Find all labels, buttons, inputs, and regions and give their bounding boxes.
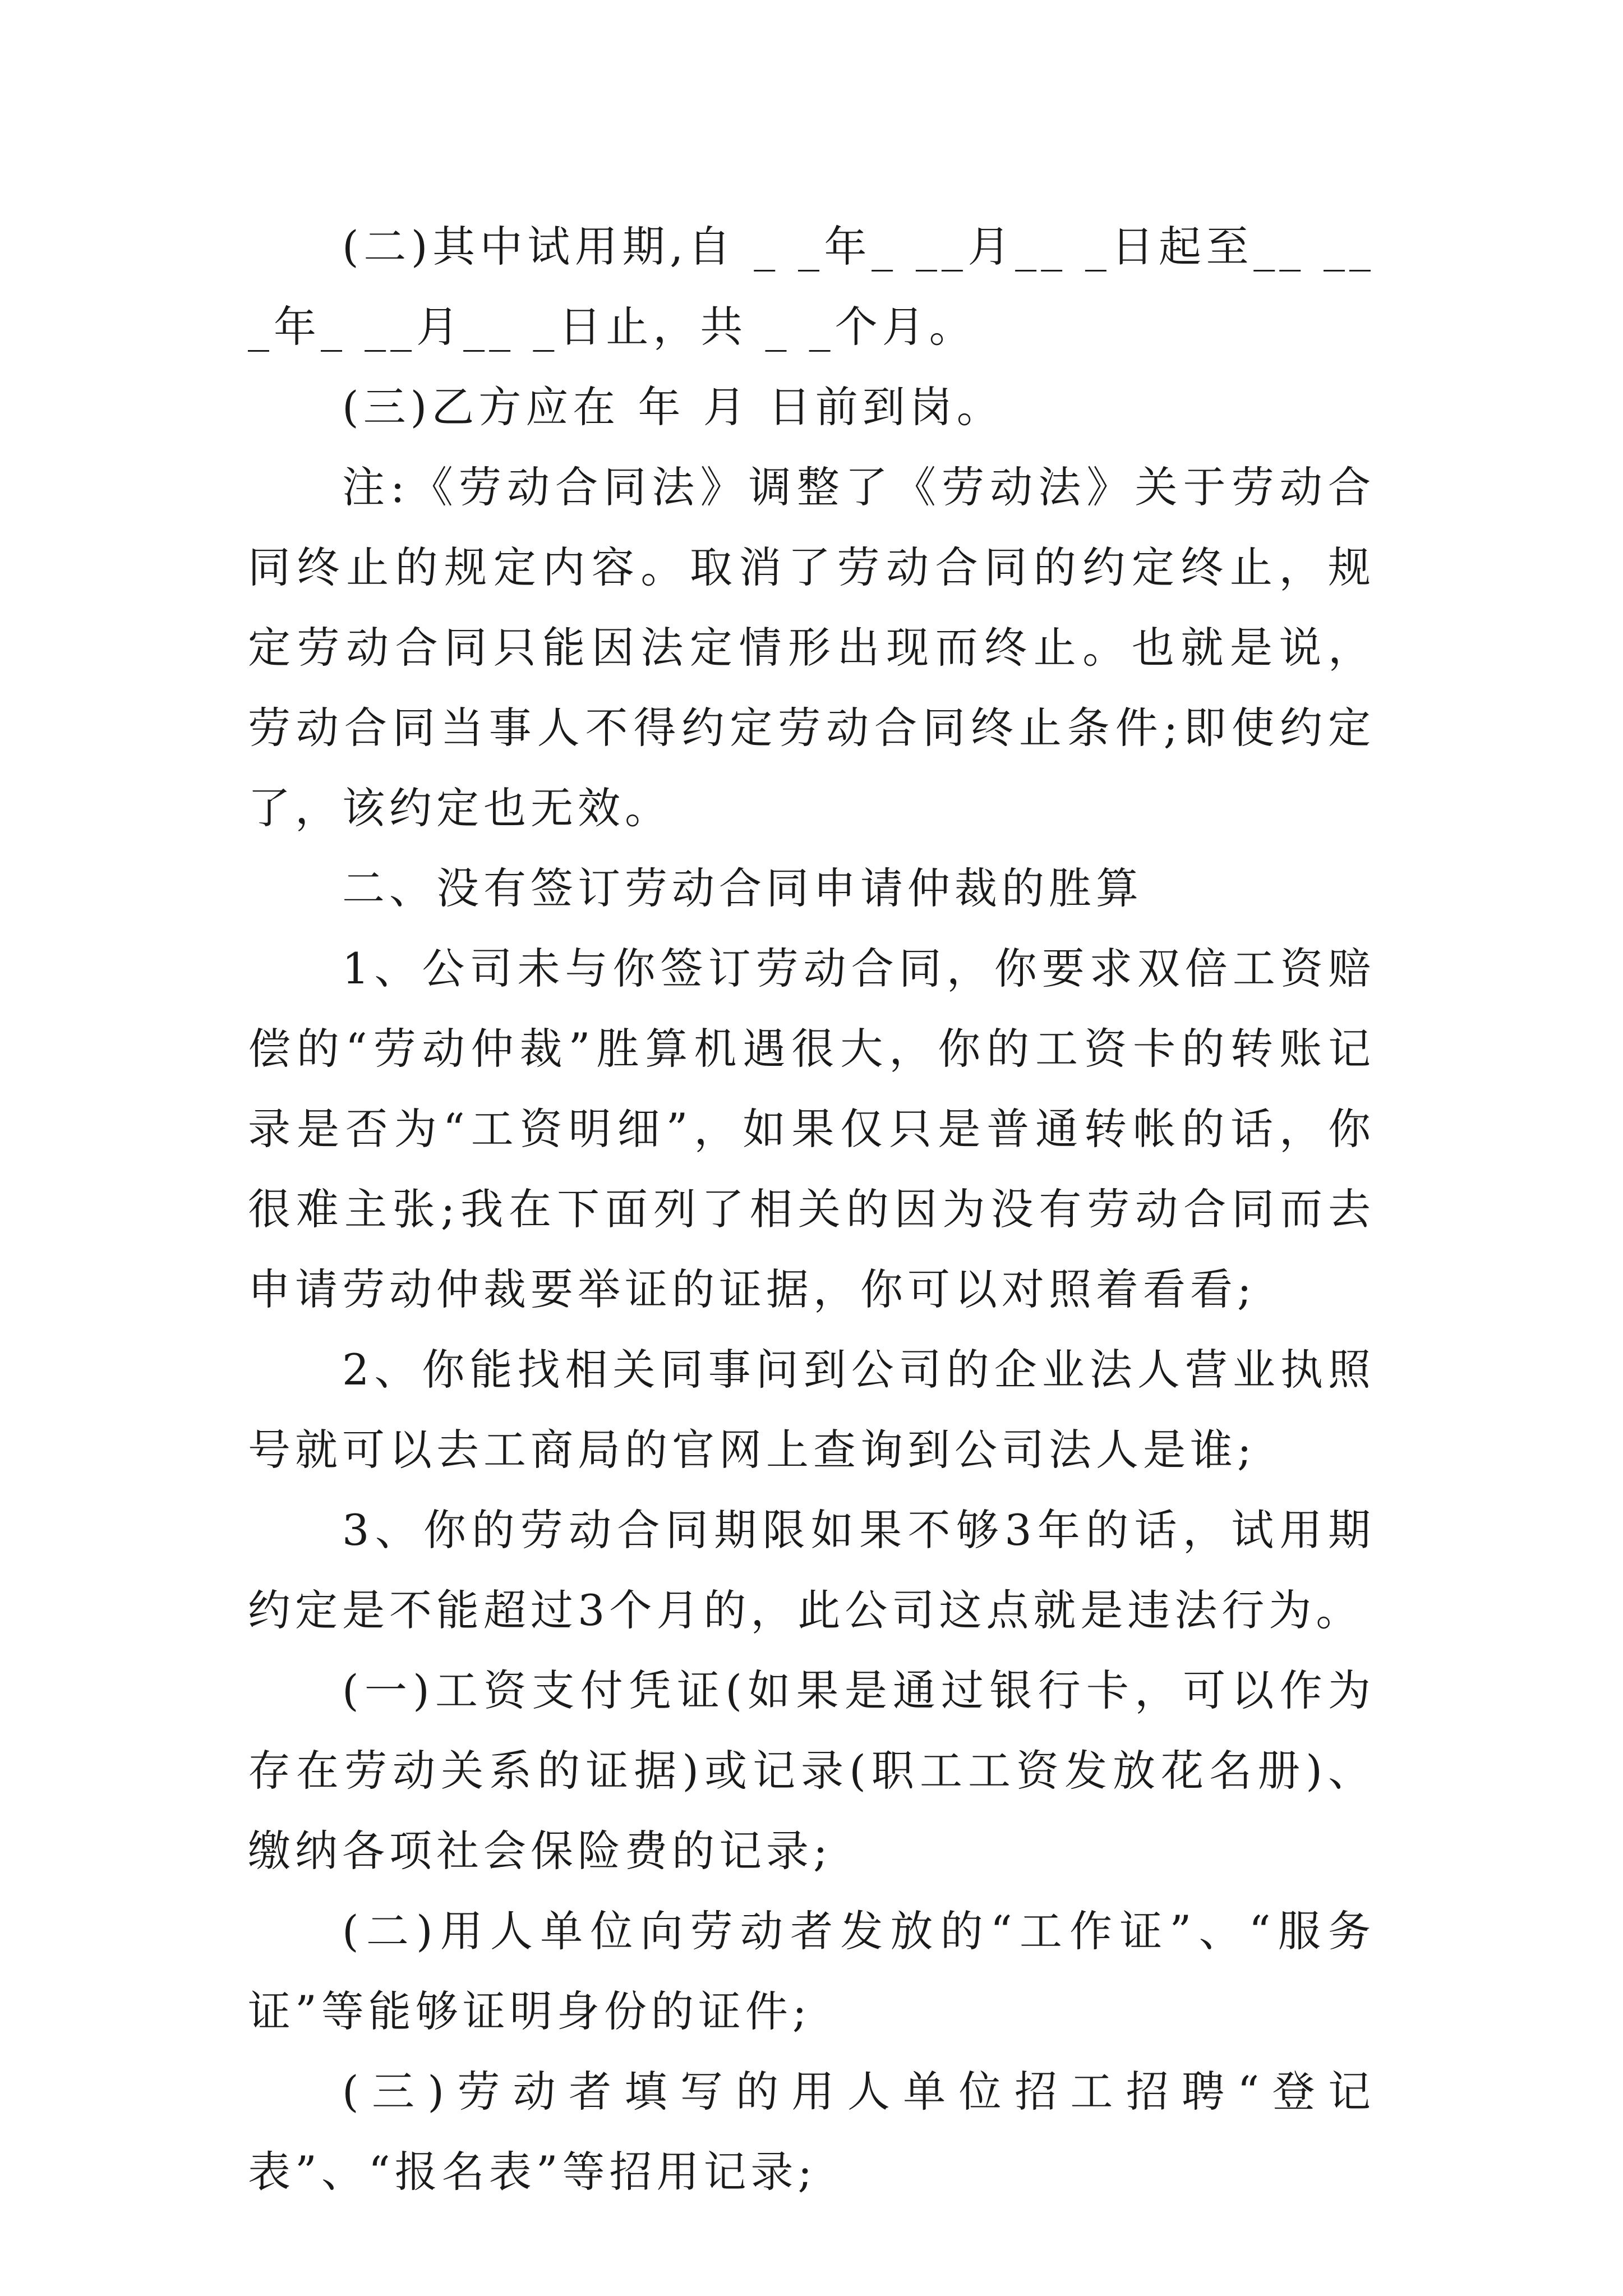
document-body [248,206,1375,2212]
paragraph-point-2: 2、你能找相关同事问到公司的企业法人营业执照号就可以去工商局的官网上查询到公司法人是谁; [248,1345,1375,1475]
paragraph-report-date: (三)乙方应在 年 月 日前到岗。 [342,382,1004,432]
paragraph-probation-period: (二)其中试用期,自 _ _年_ __月__ _日起至__ ___年_ __月__ _日止，共 _ _个月。 [248,222,1375,352]
paragraph-evidence-1: (一)工资支付凭证(如果是通过银行卡，可以作为存在劳动关系的证据)或记录(职工工资发放花名册)、缴纳各项社会保险费的记录; [248,1665,1375,1876]
paragraph-evidence-2: (二)用人单位向劳动者发放的“工作证”、“服务证”等能够证明身份的证件; [248,1906,1375,2036]
paragraph-evidence-3: (三)劳动者填写的用人单位招工招聘“登记表”、“报名表”等招用记录; [248,2067,1375,2197]
paragraph-point-3: 3、你的劳动合同期限如果不够3年的话，试用期约定是不能超过3个月的，此公司这点就是违法行为。 [248,1505,1375,1635]
paragraph-point-1: 1、公司未与你签订劳动合同，你要求双倍工资赔偿的“劳动仲裁”胜算机遇很大，你的工资卡的转账记录是否为“工资明细”，如果仅只是普通转帐的话，你很难主张;我在下面列了相关的因为没有劳动合同而去申请劳动仲裁要举证的证据，你可以对照着看看; [248,944,1375,1314]
paragraph-note: 注:《劳动合同法》调整了《劳动法》关于劳动合同终止的规定内容。取消了劳动合同的约定终止，规定劳动合同只能因法定情形出现而终止。也就是说，劳动合同当事人不得约定劳动合同终止条件;即使约定了，该约定也无效。 [248,462,1375,833]
section-heading-arbitration: 二、没有签订劳动合同申请仲裁的胜算 [342,863,1143,913]
